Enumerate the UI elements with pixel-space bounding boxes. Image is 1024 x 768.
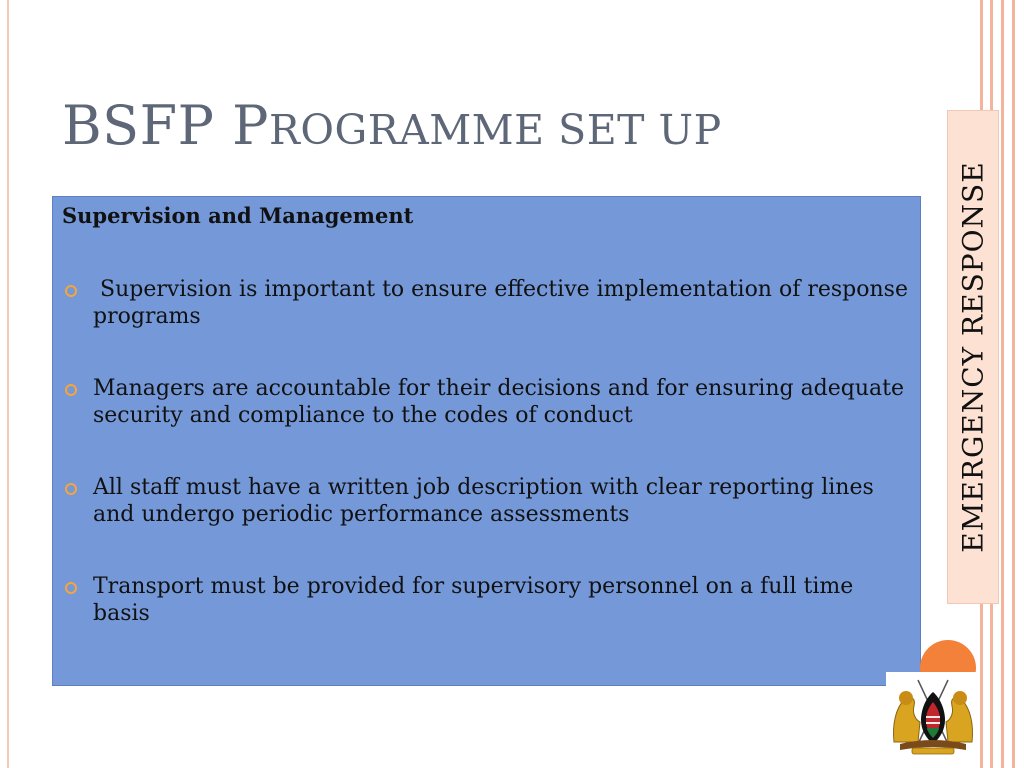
right-border-strip <box>1001 0 1004 768</box>
list-item <box>62 375 908 429</box>
list-item-text: All staff must have a written job description with clear reporting lines and undergo periodic performance assessments <box>93 475 874 527</box>
content-box <box>52 196 921 686</box>
list-item-text: Supervision is important to ensure effective implementation of response programs <box>93 277 915 329</box>
coat-of-arms-icon <box>886 672 980 758</box>
list-item <box>62 573 908 627</box>
list-item-text: Transport must be provided for supervisory personnel on a full time basis <box>93 574 854 626</box>
list-item <box>62 474 908 528</box>
slide-title-rest: ROGRAMME SET UP <box>268 106 722 154</box>
bullet-list <box>62 276 915 627</box>
circle-bullet-icon <box>65 483 77 495</box>
circle-bullet-icon <box>65 582 77 594</box>
content-heading: Supervision and Management <box>62 203 414 228</box>
side-tab <box>947 110 999 604</box>
circle-bullet-icon <box>65 285 77 297</box>
left-border-line <box>7 0 9 768</box>
slide-title-first: BSFP P <box>62 94 269 157</box>
circle-bullet-icon <box>65 384 77 396</box>
side-tab-label: EMERGENCY RESPONSE <box>956 161 990 553</box>
list-item-text: Managers are accountable for their decisions and for ensuring adequate security and compliance to the codes of conduct <box>93 376 905 428</box>
slide-title <box>62 94 722 157</box>
right-border-strip <box>1012 0 1015 768</box>
list-item <box>62 276 915 330</box>
